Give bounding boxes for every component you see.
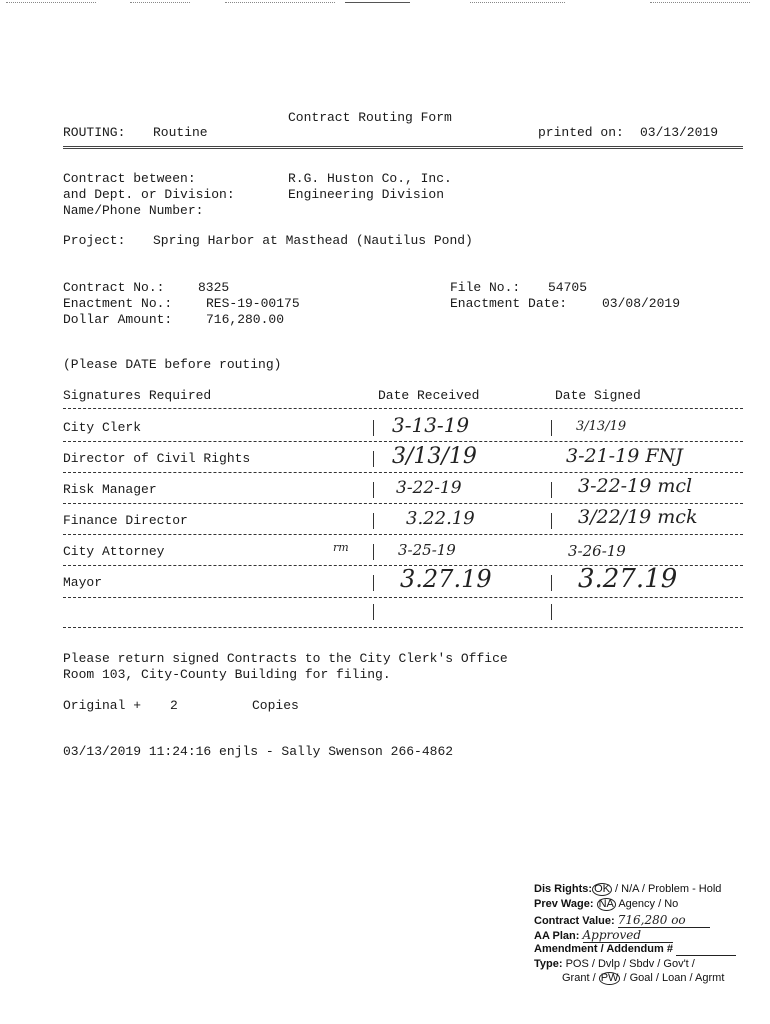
table-rule xyxy=(63,534,743,535)
enactment-no-value: RES-19-00175 xyxy=(206,296,300,311)
column-separator xyxy=(373,451,374,467)
date-instruction: (Please DATE before routing) xyxy=(63,357,282,372)
print-log-line: 03/13/2019 11:24:16 enjls - Sally Swenson 266-4862 xyxy=(63,744,454,759)
contract-no-label: Contract No.: xyxy=(63,280,165,295)
header-divider xyxy=(63,146,743,149)
column-separator xyxy=(551,575,552,591)
dis-rights-hold: Hold xyxy=(698,883,722,895)
dis-rights-ok-circled: OK xyxy=(594,883,610,895)
prev-wage-no: No xyxy=(664,898,679,910)
hand-initials: rm xyxy=(333,541,349,554)
file-no-label: File No.: xyxy=(450,280,521,295)
hand-date-received: 3.22.19 xyxy=(406,508,475,529)
col-header-date-received: Date Received xyxy=(378,388,480,403)
column-separator xyxy=(373,482,374,498)
role-city-clerk: City Clerk xyxy=(63,420,142,435)
prev-wage-agency: Agency xyxy=(618,898,656,910)
project-label: Project: xyxy=(63,233,126,248)
column-separator xyxy=(373,513,374,529)
column-separator xyxy=(373,544,374,560)
type-options-rest: / Goal / Loan / Agrmt xyxy=(623,972,725,984)
hand-date-signed: 3.27.19 xyxy=(578,564,678,594)
contract-value-handwritten: 716,280 oo xyxy=(618,913,710,928)
copies-count: 2 xyxy=(170,698,178,713)
column-separator xyxy=(373,604,374,620)
type-line-2 xyxy=(562,972,724,985)
routing-label: ROUTING: xyxy=(63,125,126,140)
routing-value: Routine xyxy=(153,125,208,140)
table-rule xyxy=(63,597,743,598)
table-rule xyxy=(63,472,743,473)
prev-wage-label: Prev Wage: xyxy=(534,898,594,910)
dept-value: Engineering Division xyxy=(288,187,445,202)
project-value: Spring Harbor at Masthead (Nautilus Pond) xyxy=(153,233,473,248)
type-pw-circled: PW xyxy=(600,972,619,984)
dollar-amount-label: Dollar Amount: xyxy=(63,312,173,327)
role-mayor: Mayor xyxy=(63,575,103,590)
hand-date-signed: 3-21-19 FNJ xyxy=(566,445,683,467)
hand-date-signed: 3/13/19 xyxy=(576,419,627,434)
scan-artifact xyxy=(130,2,190,3)
hand-date-received: 3/13/19 xyxy=(392,444,477,469)
hand-date-received: 3-13-19 xyxy=(392,413,470,437)
contract-value-label: Contract Value: xyxy=(534,915,615,927)
dept-label: and Dept. or Division: xyxy=(63,187,235,202)
column-separator xyxy=(551,513,552,529)
role-finance-director: Finance Director xyxy=(63,513,188,528)
hand-date-signed: 3-22-19 mcl xyxy=(578,475,693,497)
dis-rights-label: Dis Rights: xyxy=(534,883,593,895)
type-options-grant: Grant / xyxy=(562,972,596,984)
role-city-attorney: City Attorney xyxy=(63,544,165,559)
aa-plan-label: AA Plan: xyxy=(534,930,580,942)
contract-value-line xyxy=(534,913,710,928)
table-rule xyxy=(63,627,743,628)
amendment-label: Amendment / Addendum # xyxy=(534,943,673,955)
type-line-1 xyxy=(534,958,695,970)
form-title: Contract Routing Form xyxy=(288,110,452,125)
dollar-amount-value: 716,280.00 xyxy=(206,312,285,327)
hand-date-received: 3-25-19 xyxy=(398,541,456,559)
prev-wage-line: Prev Wage: NA Agency / No xyxy=(534,898,679,910)
dis-rights-problem: Problem xyxy=(648,883,690,895)
col-header-signatures: Signatures Required xyxy=(63,388,212,403)
amendment-line xyxy=(534,943,736,956)
scan-artifact xyxy=(470,2,565,3)
column-separator xyxy=(551,482,552,498)
return-instruction: Please return signed Contracts to the City Clerk's Office xyxy=(63,651,508,666)
prev-wage-na-circled: NA xyxy=(598,898,614,910)
scan-artifact xyxy=(345,2,410,3)
column-separator xyxy=(551,420,552,436)
scan-artifact xyxy=(650,2,750,3)
aa-plan-line xyxy=(534,928,673,943)
printed-label: printed on: xyxy=(538,125,624,140)
contract-no-value: 8325 xyxy=(198,280,230,295)
column-separator xyxy=(373,575,374,591)
scan-artifact xyxy=(225,2,335,3)
scan-artifact xyxy=(6,2,96,3)
role-director-civil-rights: Director of Civil Rights xyxy=(63,451,251,466)
enactment-date-label: Enactment Date: xyxy=(450,296,568,311)
copies-label: Copies xyxy=(252,698,299,713)
column-separator xyxy=(373,420,374,436)
file-no-value: 54705 xyxy=(548,280,588,295)
original-label: Original + xyxy=(63,698,142,713)
table-rule xyxy=(63,408,743,409)
hand-date-signed: 3-26-19 xyxy=(568,542,626,560)
col-header-date-signed: Date Signed xyxy=(555,388,641,403)
amendment-blank xyxy=(676,943,736,956)
enactment-no-label: Enactment No.: xyxy=(63,296,173,311)
printed-date: 03/13/2019 xyxy=(640,125,719,140)
dis-rights-line: Dis Rights: OK / N/A / Problem - Hold xyxy=(534,883,722,895)
hand-date-received: 3.27.19 xyxy=(400,565,492,593)
contract-between-label: Contract between: xyxy=(63,171,196,186)
table-rule xyxy=(63,503,743,504)
enactment-date-value: 03/08/2019 xyxy=(602,296,681,311)
name-phone-label: Name/Phone Number: xyxy=(63,203,204,218)
role-risk-manager: Risk Manager xyxy=(63,482,157,497)
hand-date-received: 3-22-19 xyxy=(396,478,462,498)
type-label: Type: xyxy=(534,958,563,970)
hand-date-signed: 3/22/19 mck xyxy=(578,506,698,528)
type-options-1: POS / Dvlp / Sbdv / Gov't / xyxy=(565,958,695,970)
dis-rights-na: N/A xyxy=(621,883,639,895)
aa-plan-handwritten: Approved xyxy=(583,928,673,943)
table-rule xyxy=(63,441,743,442)
column-separator xyxy=(551,604,552,620)
return-location: Room 103, City-County Building for filing. xyxy=(63,667,391,682)
contract-between-value: R.G. Huston Co., Inc. xyxy=(288,171,452,186)
